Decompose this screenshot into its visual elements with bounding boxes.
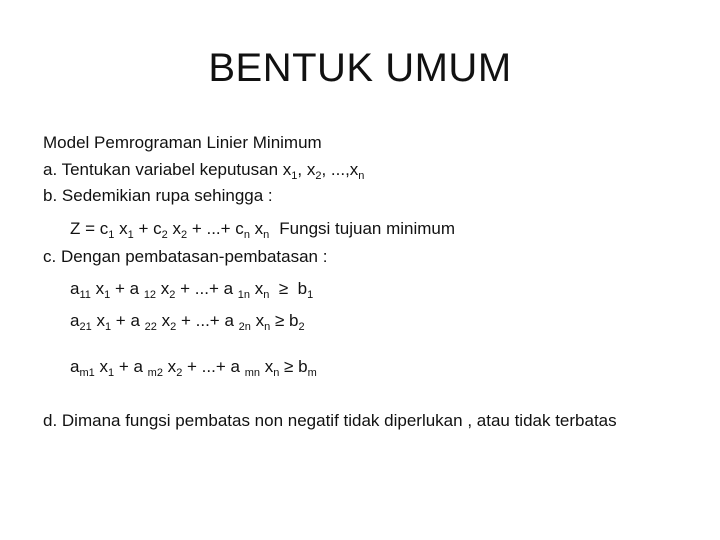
c2-sub-6: n [264, 321, 271, 333]
cm-part-5: + ...+ a [182, 357, 245, 376]
cm-part-7: ≥ b [279, 357, 308, 376]
c1-sub-2: 1 [104, 289, 111, 301]
c2-sub-3: 22 [144, 321, 157, 333]
cm-sub-6: n [273, 367, 280, 379]
heading-line: Model Pemrograman Linier Minimum [43, 133, 322, 152]
c2-part-5: + ...+ a [176, 311, 239, 330]
c2-part-1: a [70, 311, 80, 330]
cm-part-1: a [70, 357, 80, 376]
c2-part-6: x [250, 311, 265, 330]
cm-sub-5: mn [244, 367, 260, 379]
objective-sub-4: 2 [180, 229, 188, 241]
objective-part-2: x [114, 219, 128, 238]
cm-sub-3: m2 [147, 367, 163, 379]
item-a-sub-1: 1 [291, 170, 298, 182]
c1-sub-3: 12 [143, 289, 157, 301]
objective-sub-1: 1 [108, 229, 115, 241]
objective-sub-6: n [263, 229, 270, 241]
constraint-2-line [70, 310, 305, 332]
slide-title: BENTUK UMUM [208, 46, 512, 90]
constraint-1-line [70, 278, 313, 300]
cm-part-2: x [94, 357, 108, 376]
item-a-line [43, 159, 364, 181]
c2-sub-7: 2 [298, 321, 305, 333]
cm-part-3: + a [114, 357, 148, 376]
item-d-line: d. Dimana fungsi pembatas non negatif tidak diperlukan , atau tidak terbatas [43, 411, 617, 430]
item-a-text: a. Tentukan variabel keputusan x [43, 160, 292, 179]
c2-part-2: x [91, 311, 105, 330]
c1-part-7: ≥ b [269, 279, 308, 298]
c2-sub-4: 2 [170, 321, 177, 333]
c2-part-3: + a [111, 311, 145, 330]
c1-sub-4: 2 [169, 289, 176, 301]
objective-sub-2: 1 [127, 229, 134, 241]
objective-part-4: x [167, 219, 181, 238]
c2-sub-1: 21 [79, 321, 92, 333]
c1-sub-1: 11 [79, 289, 91, 301]
objective-function-line [70, 218, 455, 240]
objective-label: Fungsi tujuan minimum [279, 219, 456, 238]
item-a-sep-2: , ...,x [321, 160, 359, 179]
cm-sub-2: 1 [107, 367, 115, 379]
cm-part-6: x [259, 357, 274, 376]
item-a-sub-2: 2 [315, 170, 322, 182]
objective-part-3: + c [133, 219, 162, 238]
item-b-line: b. Sedemikian rupa sehingga : [43, 186, 273, 205]
c1-part-2: x [90, 279, 105, 298]
c1-sub-7: 1 [307, 289, 314, 301]
objective-part-6: x [249, 219, 264, 238]
cm-part-4: x [162, 357, 177, 376]
cm-sub-7: m [307, 367, 317, 379]
item-a-sep-1: , x [297, 160, 316, 179]
c1-part-4: x [156, 279, 170, 298]
cm-sub-4: 2 [176, 367, 183, 379]
c1-part-1: a [70, 279, 80, 298]
c2-part-4: x [156, 311, 171, 330]
c1-part-6: x [250, 279, 264, 298]
constraint-m-line [70, 356, 317, 378]
c2-sub-5: 2n [238, 321, 251, 333]
c1-part-5: + ...+ a [175, 279, 238, 298]
c1-sub-6: n [263, 289, 270, 301]
c1-part-3: + a [110, 279, 144, 298]
objective-sub-3: 2 [161, 229, 168, 241]
c2-part-7: ≥ b [270, 311, 299, 330]
c2-sub-2: 1 [104, 321, 112, 333]
objective-sub-5: n [243, 229, 250, 241]
objective-part-5: + ...+ c [187, 219, 244, 238]
c1-sub-5: 1n [237, 289, 251, 301]
item-a-sub-n: n [358, 170, 365, 182]
item-c-line: c. Dengan pembatasan-pembatasan : [43, 247, 328, 266]
cm-sub-1: m1 [79, 367, 95, 379]
objective-part-1: Z = c [70, 219, 109, 238]
